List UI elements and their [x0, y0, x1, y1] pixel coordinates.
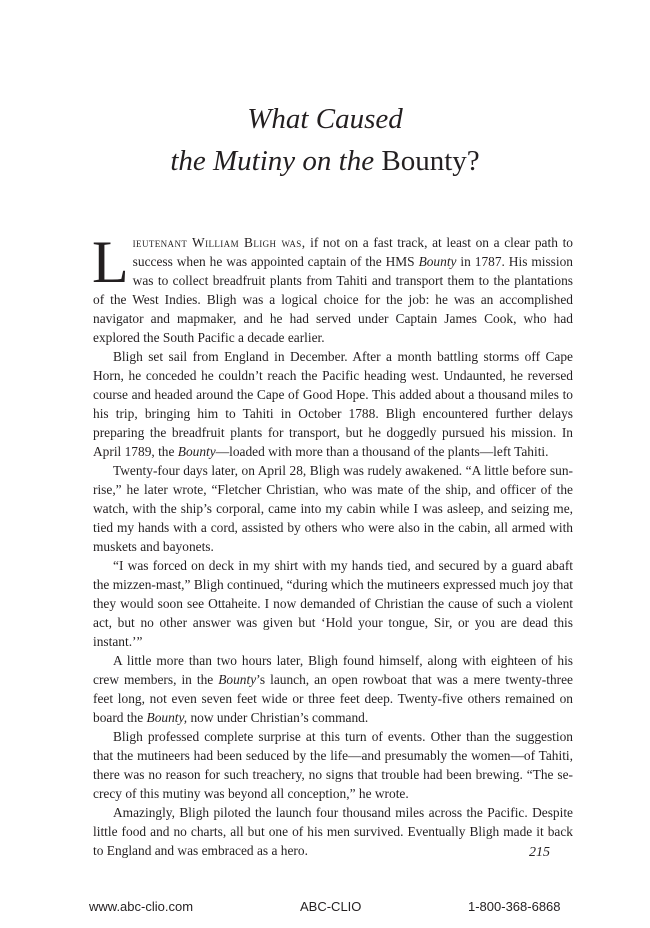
p5-italic-2: Bounty, — [146, 710, 188, 725]
p5-text-3: now under Christian’s command. — [187, 710, 369, 725]
title-line-1-text: What Caused — [247, 103, 403, 135]
title-line-1 — [0, 98, 650, 140]
p5-italic-1: Bounty — [218, 672, 257, 687]
title-line-2-roman: Bounty? — [381, 145, 480, 177]
body-text — [92, 229, 573, 860]
paragraph-5 — [93, 651, 573, 727]
footer-phone: 1-800-368-6868 — [468, 899, 561, 914]
page-footer — [0, 899, 650, 919]
paragraph-1 — [92, 229, 573, 347]
drop-cap: L — [92, 229, 129, 295]
p2-text-2: —loaded with more than a thousand of the plants—left Tahiti. — [215, 444, 549, 459]
paragraph-6: Bligh professed complete surprise at this turn of events. Other than the suggestion that the mutineers had been seduced by the life—and presumably the women—of Tahiti, there was no reason for such treachery, no signs that trouble had been brewing. “The secrecy of this mutiny was beyond all conception,” he wrote. — [93, 729, 573, 801]
p1-text-1: if not on a fast track, at least on a clear path to success when he was appointed captain of the HMS — [132, 235, 573, 269]
p2-text-1: Bligh set sail from England in December. After a month battling storms off Cape Horn, he conceded he couldn’t reach the Pacific heading west. Undaunted, he reversed course and headed around the Cape of Good Hope. This added about a thousand miles to his trip, bringing him to Tahiti in October 1788. Bligh encountered further delays preparing the breadfruit plants for transport, but he doggedly pursued his mission. In April 1789, the — [93, 349, 573, 459]
title-line-2-italic: the Mutiny on the — [170, 145, 375, 177]
p1-italic-1: Bounty — [418, 254, 457, 269]
paragraph-2 — [93, 347, 573, 461]
paragraph-3: Twenty-four days later, on April 28, Bligh was rudely awakened. “A little before sunrise,” he later wrote, “Fletcher Christian, who was mate of the ship, and officer of the watch, with the ship’s corporal, came into my cabin while I was asleep, and seizing me, tied my hands with a cord, assisted by others who were also in the cabin, all armed with muskets and bayonets. — [93, 463, 573, 554]
footer-publisher: ABC-CLIO — [300, 899, 362, 914]
p2-italic-1: Bounty — [177, 444, 216, 459]
title-line-2 — [0, 140, 650, 182]
chapter-title — [0, 98, 650, 182]
p1-text-2: in 1787. His mission was to collect breadfruit plants from Tahiti and transport them to the plantations of the West Indies. Bligh was a logical choice for the job: he was an accomplished navigator and mapmaker, and he had served under Captain James Cook, who had explored the South Pacific a decade earlier. — [93, 254, 573, 345]
footer-website: www.abc-clio.com — [89, 899, 194, 914]
page-number: 215 — [529, 845, 550, 860]
paragraph-4: “I was forced on deck in my shirt with my hands tied, and secured by a guard abaft the mizzen-mast,” Bligh continued, “during which the mutineers expressed much joy that they would soon see Ottaheite. I now demanded of Christian the cause of such a violent act, but no other answer was given but ‘Hold your tongue, Sir, or you are dead this instant.’” — [93, 558, 573, 649]
paragraph-7: Amazingly, Bligh piloted the launch four thousand miles across the Pacific. Despite little food and no charts, all but one of his men survived. Eventually Bligh made it back to England and was embraced as a hero. — [93, 805, 573, 858]
opening-small-caps: ieutenant William Bligh was, — [132, 235, 306, 250]
p5-text-2: ’s launch, an open rowboat that was a mere twenty-three feet long, not even seven feet wide or three feet deep. Twenty-five others remained on board the — [93, 672, 573, 725]
p5-text-1: A little more than two hours later, Bligh found himself, along with eighteen of his crew members, in the — [93, 653, 573, 687]
